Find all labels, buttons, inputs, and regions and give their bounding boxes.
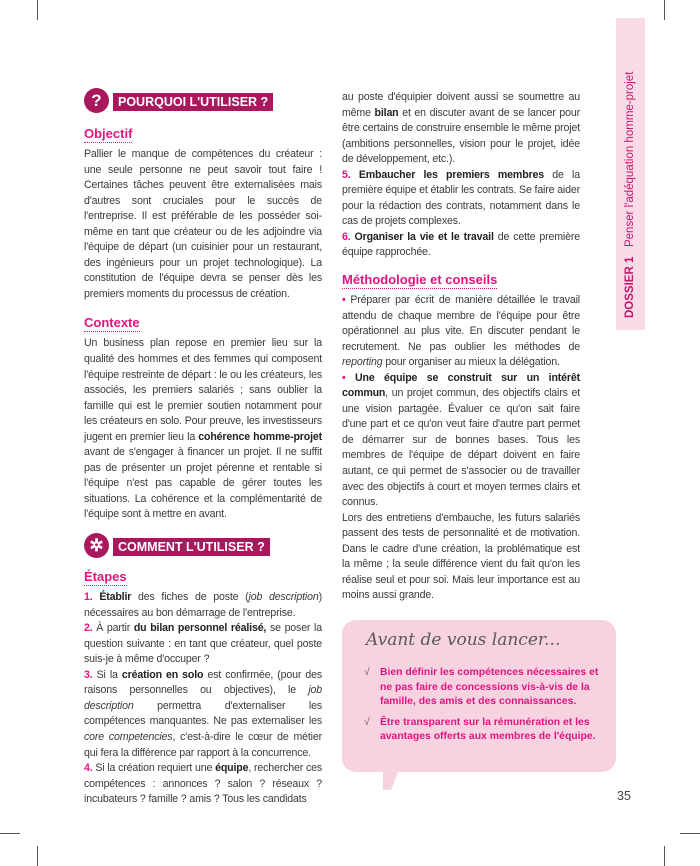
section-heading-how xyxy=(84,533,322,559)
left-column xyxy=(84,88,322,808)
tip-box xyxy=(342,620,616,772)
step-number: 3. xyxy=(84,668,97,681)
etape-step xyxy=(84,761,322,808)
bold-text: Établir xyxy=(99,591,132,604)
text-run: Si la xyxy=(96,668,122,681)
bold-text: équipe xyxy=(215,762,249,775)
text-run: , c'est-à-dire le cœur de métier qui fera la différence par rapport à la concurrence. xyxy=(84,730,322,759)
etapes-title: Étapes xyxy=(84,569,127,585)
text-run: et en discuter avant de se lancer pour être certains de construire ensemble le même projet (ambitions personnelles, vision pour le projet, idée de développement, etc.). xyxy=(342,106,580,166)
step-number: 6. xyxy=(342,230,355,243)
tip-item xyxy=(364,716,604,745)
text-run: Si la création requiert une xyxy=(95,762,216,775)
section-heading-why xyxy=(84,88,322,114)
text-run: pour organiser au mieux la délégation. xyxy=(382,356,560,369)
italic-text: core competencies xyxy=(84,730,173,743)
text-run: ) nécessaires au bon démarrage de l'entreprise. xyxy=(84,591,322,619)
crop-mark xyxy=(0,833,20,834)
bold-text: Organiser la vie et le travail xyxy=(354,230,494,243)
crop-mark xyxy=(664,846,665,866)
text-run: avant de s'engager à financer un projet. Il ne suffit pas de présenter un projet pérenne et rentable si l'équipe n'est pas capable de gérer toutes les situations. La cohérence et la complémentarité de l'équipe sont à mettre en avant. xyxy=(84,446,322,521)
check-icon: √ xyxy=(364,716,370,728)
text-run: est confirmée, (pour des raisons personnelles ou objectives), le xyxy=(84,668,322,697)
section-heading-label: COMMENT L'UTILISER ? xyxy=(113,538,270,556)
text-run: Un business plan repose en premier lieu sur la qualité des hommes et des femmes qui composent l'équipe restreinte de départ : le ou les créateurs, les associés, les premiers salariés ; sans oublier la famille qui est le premier soutien notamment pour les créateurs en solo. Pour preuve, les investisseurs jugent en premier lieu la xyxy=(84,337,322,443)
dossier-label: DOSSIER 1 xyxy=(624,256,636,318)
etape-step xyxy=(342,90,580,168)
question-icon: ? xyxy=(84,88,109,113)
text-run: se poser la question suivante : en tant que créateur, quel poste suis-je à même d'occuper ? xyxy=(84,622,322,666)
page-number: 35 xyxy=(617,789,631,803)
tip-text: Être transparent sur la rémunération et les avantages offerts aux membres de l'équipe. xyxy=(380,716,596,743)
text-run: Pallier le manque de compétences du créateur : une seule personne ne peut savoir tout faire ! Certaines tâches peuvent être externalisées mais d'autres sont cruciales pour le succès de l'entreprise. Il est préférable de les posséder soi-même en tant que créateur ou de les adjoindre via l'équipe de départ (un cuisinier pour un restaurant, des ingénieurs pour un projet technologique). La constitution de l'équipe devra se penser dès les premiers moments du processus de création. xyxy=(84,148,322,300)
bullet-icon: • xyxy=(342,371,356,384)
methodologie-section xyxy=(342,271,580,604)
text-run: de cette première équipe rapprochée. xyxy=(342,230,580,259)
step-number: 5. xyxy=(342,168,359,181)
text-run: de la première équipe et établir les contrats. Se faire aider pour la rédaction des contrats, notamment dans le cas de projets complexes. xyxy=(342,168,580,228)
tip-box-title: Avant de vous lancer... xyxy=(366,630,561,650)
etape-step xyxy=(84,668,322,761)
bold-text: du bilan personnel réalisé, xyxy=(133,622,267,635)
crop-mark xyxy=(37,846,38,866)
text-run: permettra d'externaliser les compétences manquantes. Ne pas externaliser les xyxy=(84,699,322,728)
tip-list xyxy=(364,666,604,751)
bold-text: cohérence homme-projet xyxy=(198,430,322,443)
objectif-text xyxy=(84,147,322,302)
methodologie-paragraph xyxy=(342,511,580,604)
crop-mark xyxy=(37,0,38,20)
italic-text: job description xyxy=(248,591,319,604)
contexte-section xyxy=(84,314,322,523)
etape-step xyxy=(84,590,322,621)
tip-item xyxy=(364,666,604,710)
step-number: 4. xyxy=(84,762,96,775)
bold-text: Une équipe se construit sur un intérêt commun xyxy=(342,371,580,400)
objectif-title: Objectif xyxy=(84,126,133,141)
crop-mark xyxy=(680,833,700,834)
text-run: , rechercher ces compétences : annonces ? salon ? réseaux ? incubateurs ? famille ? amis ? Tous les candidats xyxy=(84,762,322,806)
italic-text: job description xyxy=(84,684,322,712)
methodologie-paragraph xyxy=(342,293,580,371)
etapes-section xyxy=(84,568,322,808)
speech-bubble-tail xyxy=(383,770,399,790)
step-number: 2. xyxy=(84,622,97,635)
step-number: 1. xyxy=(84,591,100,604)
text-run: des fiches de poste ( xyxy=(131,591,249,604)
methodologie-title: Méthodologie et conseils xyxy=(342,272,498,288)
tip-text: Bien définir les compétences nécessaires et ne pas faire de concessions vis-à-vis de la famille, des amis et des connaissances. xyxy=(380,667,599,708)
bullet-icon: • xyxy=(342,294,351,307)
chapter-side-tab xyxy=(616,18,645,330)
chapter-title: Penser l'adéquation homme-projet xyxy=(624,71,636,248)
gear-icon: ✲ xyxy=(84,533,109,558)
etape-step xyxy=(342,168,580,230)
text-run: au poste d'équipier doivent aussi se soumettre au même xyxy=(342,91,580,119)
etape-step xyxy=(84,621,322,668)
bold-text: création en solo xyxy=(121,668,204,681)
etape-step xyxy=(342,230,580,261)
right-column xyxy=(342,90,580,604)
bold-text: Embaucher les premiers membres xyxy=(358,168,544,181)
crop-mark xyxy=(664,0,665,20)
text-run: Lors des entretiens d'embauche, les futurs salariés passent des tests de personnalité et de motivation. Dans le cadre d'une création, la problématique est la même ; la seule différence vient du fait qu'on les réalise seul et pour soi. Mais leur importance est au moins aussi grande. xyxy=(342,511,580,602)
contexte-title: Contexte xyxy=(84,315,140,331)
contexte-text xyxy=(84,336,322,523)
section-heading-label: POURQUOI L'UTILISER ? xyxy=(113,93,273,111)
objectif-section xyxy=(84,125,322,302)
italic-text: reporting xyxy=(342,356,383,369)
bold-text: bilan xyxy=(374,106,399,119)
etapes-continued xyxy=(342,90,580,261)
check-icon: √ xyxy=(364,667,370,678)
text-run: À partir xyxy=(96,622,134,635)
methodologie-paragraph xyxy=(342,371,580,511)
text-run: , un projet commun, des objectifs clairs et une vision partagée. Évaluer ce qu'on sait faire d'une part et ce qu'on veut faire d'autre part permet de démarrer sur de bonnes bases. Tous les membres de l'équipe de départ doivent en faire autant, ce qui permet de s'associer ou de travailler avec des objectifs à court et moyen termes clairs et connus. xyxy=(342,387,580,509)
text-run: Préparer par écrit de manière détaillée le travail attendu de chaque membre de l'équipe pour être opérationnel au plus vite. En discuter pendant le recrutement. Ne pas oublier les méthodes de xyxy=(342,294,580,353)
